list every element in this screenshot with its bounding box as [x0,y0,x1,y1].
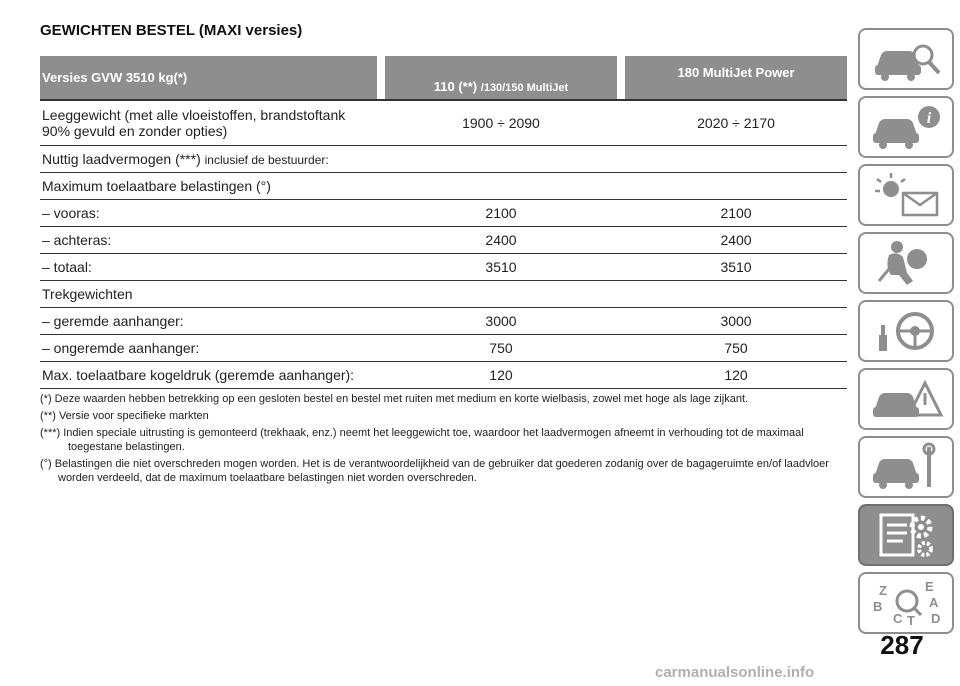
svg-text:i: i [926,110,932,127]
row-label: Max. toelaatbare kogeldruk (geremde aanhanger): [40,362,377,389]
row-value-180: 2400 [625,227,847,254]
row-label-small: inclusief de bestuurder: [204,153,329,167]
row-label: – geremde aanhanger: [40,308,377,335]
header-110-sub: /130/150 MultiJet [480,82,569,94]
car-info-icon [867,101,945,153]
footnote-1: (*) Deze waarden hebben betrekking op een gesloten bestel en bestel met ruiten met medium en korte wielbasis, zowel met hoge als lage zijkant. [40,393,749,405]
row-label: – vooras: [40,200,377,227]
table-header [40,56,847,100]
technical-specs-icon [867,509,945,561]
tab-airbag-safety[interactable] [858,232,954,294]
section-title: GEWICHTEN BESTEL (MAXI versies) [40,22,303,39]
table-row [40,227,847,254]
table-row [40,100,847,146]
table-row [40,335,847,362]
tab-car-search[interactable] [858,28,954,90]
row-label: – ongeremde aanhanger: [40,335,377,362]
index-letter-a: A [929,595,939,610]
footnote-3: (***) Indien speciale uitrusting is gemonteerd (trekhaak, enz.) neemt het leeggewicht toe, waardoor het laadvermogen afneemt in verhouding tot de maximaal toegestane belastingen. [40,427,804,453]
index-letter-z: Z [879,583,887,598]
tab-car-info[interactable] [858,96,954,158]
header-versions: Versies GVW 3510 kg(*) [40,56,377,100]
table-row [40,146,847,173]
row-value-180: 120 [625,362,847,389]
table-row [40,173,847,200]
table-row [40,281,847,308]
row-value-180: 750 [625,335,847,362]
header-110-multijet [385,56,617,100]
header-110-main: 110 (**) [433,79,478,94]
row-label: – totaal: [40,254,377,281]
footnotes [40,392,845,488]
header-180-multijet-power: 180 MultiJet Power [625,56,847,100]
tab-steering-wheel[interactable] [858,300,954,362]
warning-lights-icon [867,169,945,221]
row-value-180: 2100 [625,200,847,227]
footnote-2: (**) Versie voor specifieke markten [40,410,209,422]
row-label: – achteras: [40,227,377,254]
tab-warning-lights[interactable] [858,164,954,226]
index-letter-d: D [931,611,941,626]
chapter-sidebar [858,28,954,640]
row-label-main: Nuttig laadvermogen (***) [42,151,201,167]
tab-car-emergency[interactable] [858,368,954,430]
row-value-110: 120 [385,362,617,389]
table-row [40,200,847,227]
row-value-110: 3510 [385,254,617,281]
row-value-180: 2020 ÷ 2170 [625,100,847,146]
row-label: Trekgewichten [40,281,847,308]
car-emergency-icon [867,373,945,425]
tab-technical-specs[interactable] [858,504,954,566]
index-letter-t: T [907,613,915,628]
watermark: carmanualsonline.info [655,664,815,681]
table-row [40,362,847,389]
index-letter-b: B [873,599,883,614]
table-row [40,308,847,335]
weights-table [40,56,847,389]
footnote-4: (°) Belastingen die niet overschreden mogen worden. Het is de verantwoordelijkheid van de gebruiker dat goederen zodanig over de bagageruimte en/of laadvloer worden verdeeld, dat de maximum toelaatbare belastingen niet worden overschreden. [40,458,829,484]
index-letter-e: E [925,579,934,594]
row-label: Leeggewicht (met alle vloeistoffen, brandstoftank 90% gevuld en zonder opties) [40,100,377,146]
row-label: Maximum toelaatbare belastingen (°) [40,173,847,200]
row-value-180: 3000 [625,308,847,335]
car-search-icon [867,33,945,85]
index-letter-c: C [893,611,903,626]
row-value-110: 1900 ÷ 2090 [385,100,617,146]
tab-alphabetical-index[interactable] [858,572,954,634]
table-row [40,254,847,281]
row-label [40,146,847,173]
row-value-110: 750 [385,335,617,362]
row-value-110: 3000 [385,308,617,335]
row-value-110: 2400 [385,227,617,254]
tab-car-maintenance[interactable] [858,436,954,498]
car-maintenance-icon [867,441,945,493]
steering-wheel-icon [867,305,945,357]
row-value-110: 2100 [385,200,617,227]
page-number: 287 [880,630,924,660]
airbag-safety-icon [867,237,945,289]
alphabetical-index-icon [867,577,945,629]
row-value-180: 3510 [625,254,847,281]
